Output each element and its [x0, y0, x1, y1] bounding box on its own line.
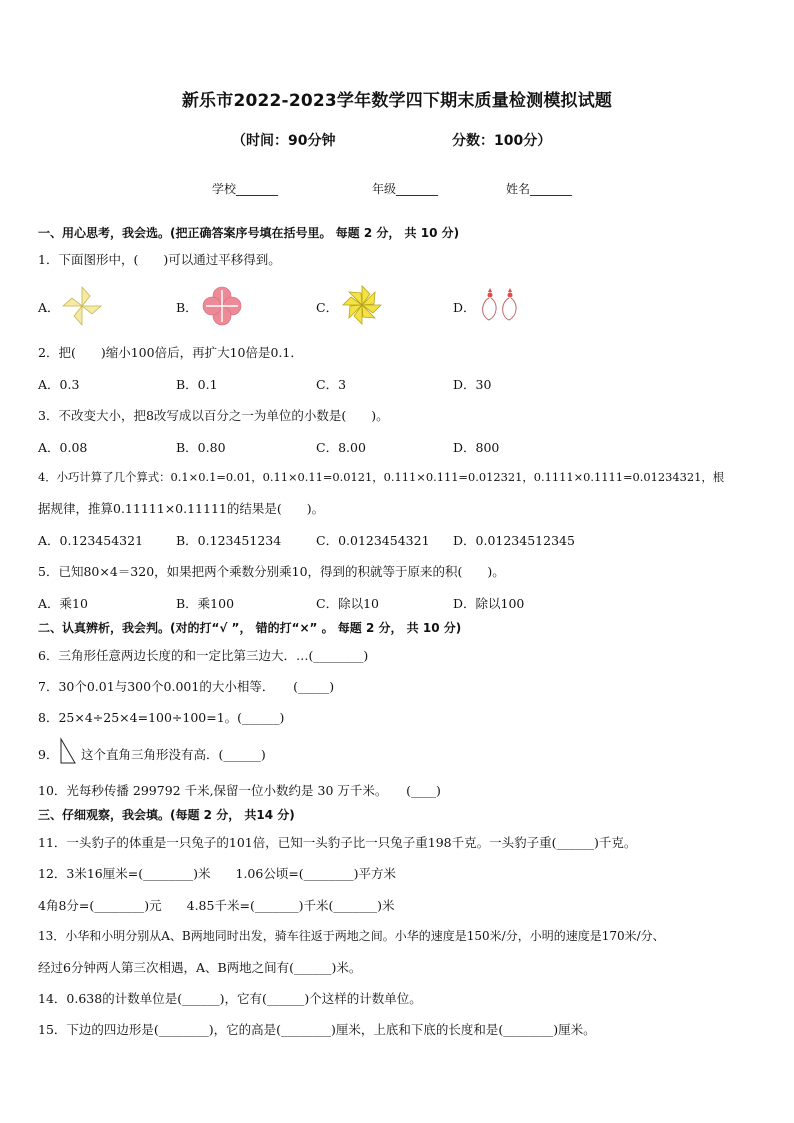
exam-time: （时间：90分钟 — [232, 133, 336, 149]
q1-option-b: B． — [176, 300, 198, 315]
q5-option-d: D．除以100 — [453, 596, 525, 611]
name-field: 姓名_______ — [506, 182, 573, 196]
q4-option-c: C．0.0123454321 — [316, 533, 430, 548]
question-6: 6．三角形任意两边长度的和一定比第三边大．…(________) — [38, 648, 369, 663]
question-5: 5．已知80×4＝320，如果把两个乘数分别乘10，得到的积就等于原来的积( )。 — [38, 564, 505, 579]
question-13-line-2: 经过6分钟两人第三次相遇，A、B两地之间有(______)米。 — [38, 960, 362, 975]
question-14: 14．0.638的计数单位是(______)，它有(______)个这样的计数单位。 — [38, 991, 422, 1006]
grade-field: 年级_______ — [372, 182, 439, 196]
section-2-heading: 二、认真辨析，我会判。(对的打“√ ”， 错的打“×” 。 每题 2 分， 共 10 分) — [38, 621, 462, 635]
question-4-line-1: 4．小巧计算了几个算式：0.1×0.1=0.01，0.11×0.11=0.0121，0.111×0.111=0.012321，0.1111×0.1111=0.01234321，根 — [38, 470, 725, 484]
q3-option-b: B．0.80 — [176, 440, 226, 455]
page-title: 新乐市2022-2023学年数学四下期末质量检测模拟试题 — [181, 91, 613, 111]
four-heart-flower-icon — [200, 284, 244, 328]
question-4-line-2: 据规律，推算0.11111×0.11111的结果是( )。 — [38, 501, 325, 516]
question-3: 3．不改变大小，把8改写成以百分之一为单位的小数是( )。 — [38, 408, 389, 423]
question-12-line-1: 12．3米16厘米=(________)米 1.06公顷=(________)平方米 — [38, 866, 397, 881]
section-3-heading: 三、仔细观察，我会填。(每题 2 分， 共14 分) — [38, 808, 295, 822]
question-8: 8．25×4÷25×4=100÷100=1。(______) — [38, 710, 285, 725]
q2-option-c: C．3 — [316, 377, 347, 392]
question-12-line-2: 4角8分=(________)元 4.85千米=(_______)千米(_______)米 — [38, 898, 395, 913]
q4-option-a: A．0.123454321 — [38, 533, 144, 548]
q4-option-b: B．0.123451234 — [176, 533, 282, 548]
q2-option-d: D．30 — [453, 377, 492, 392]
q2-option-b: B．0.1 — [176, 377, 218, 392]
q1-option-d: D． — [453, 300, 476, 315]
q5-option-b: B．乘100 — [176, 596, 235, 611]
twin-birds-icon — [477, 286, 523, 324]
q4-option-d: D．0.01234512345 — [453, 533, 575, 548]
q3-option-d: D．800 — [453, 440, 500, 455]
q5-option-c: C．除以10 — [316, 596, 379, 611]
question-15: 15．下边的四边形是(________)，它的高是(________)厘米，上底和下底的长度和是(________)厘米。 — [38, 1022, 596, 1037]
school-field: 学校_______ — [212, 182, 279, 196]
sun-pinwheel-icon — [341, 284, 383, 326]
exam-score: 分数：100分） — [452, 133, 552, 149]
q3-option-a: A．0.08 — [38, 440, 88, 455]
section-1-heading: 一、用心思考，我会选。(把正确答案序号填在括号里。 每题 2 分， 共 10 分) — [38, 226, 460, 240]
question-7: 7．30个0.01与300个0.001的大小相等． (_____) — [38, 679, 335, 694]
question-9-text: 这个直角三角形没有高．(______) — [81, 747, 266, 762]
q2-option-a: A．0.3 — [38, 377, 80, 392]
question-9-number: 9． — [38, 747, 59, 762]
q3-option-c: C．8.00 — [316, 440, 366, 455]
question-10: 10．光每秒传播 299792 千米,保留一位小数约是 30 万千米。 (____) — [38, 783, 441, 798]
q1-option-c: C． — [316, 300, 339, 315]
pinwheel-icon — [60, 284, 104, 328]
right-triangle-icon — [59, 737, 77, 765]
q5-option-a: A．乘10 — [38, 596, 88, 611]
question-11: 11．一头豹子的体重是一只兔子的101倍，已知一头豹子比一只兔子重198千克。一头豹子重(______)千克。 — [38, 835, 637, 850]
question-1: 1．下面图形中，( )可以通过平移得到。 — [38, 252, 281, 267]
question-2: 2．把( )缩小100倍后，再扩大10倍是0.1． — [38, 345, 303, 360]
q1-option-a: A． — [38, 300, 60, 315]
question-13-line-1: 13．小华和小明分别从A、B两地同时出发，骑车往返于两地之间。小华的速度是150米/分，小明的速度是170米/分、 — [38, 929, 665, 943]
